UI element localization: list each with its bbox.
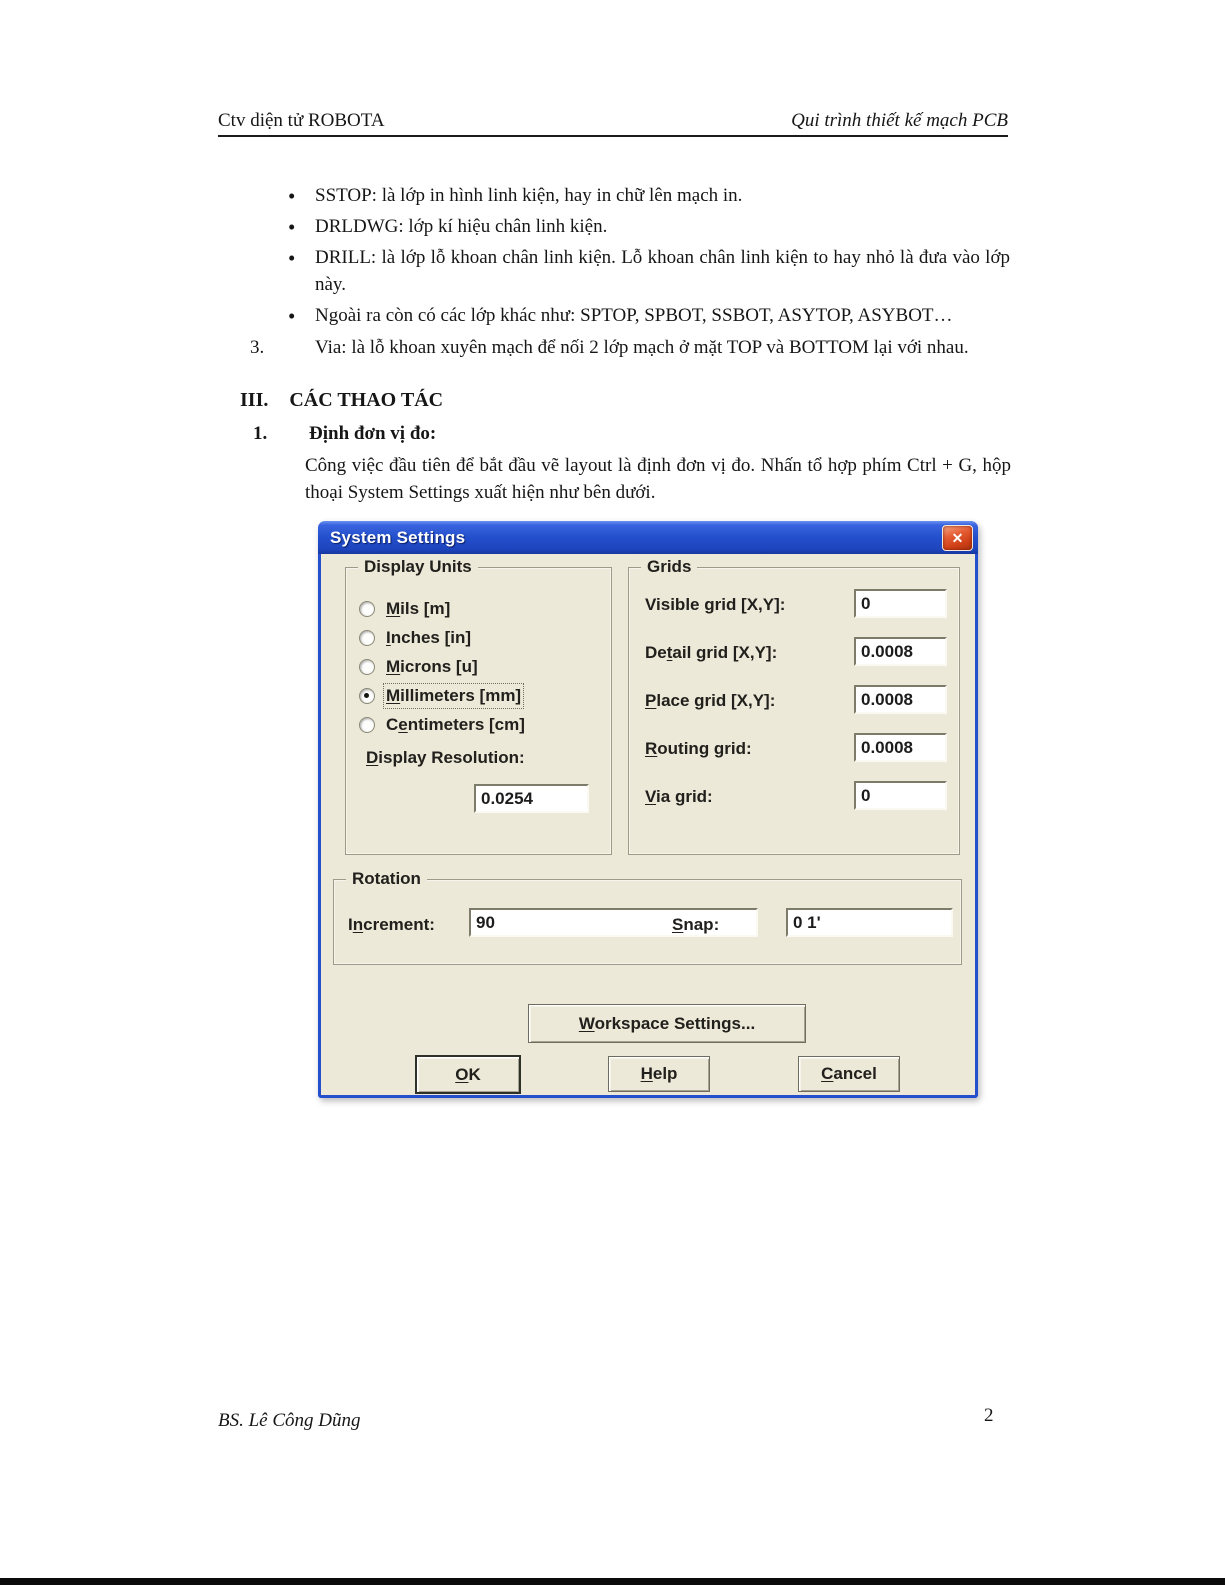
cancel-button[interactable]: Cancel (798, 1056, 900, 1092)
grid-row-routing (645, 734, 951, 764)
place-grid-input[interactable]: 0.0008 (854, 685, 947, 714)
group-label-grids: Grids (641, 557, 697, 577)
radio-icon (359, 659, 375, 675)
close-button[interactable] (942, 525, 973, 551)
list-item: • DRILL: là lớp lỗ khoan chân linh kiện. Lỗ khoan chân linh kiện to hay nhỏ là đưa vào lớp này. (218, 245, 1010, 299)
group-label-rotation: Rotation (346, 869, 427, 889)
body-text (218, 183, 1010, 507)
radio-icon-selected (359, 688, 375, 704)
radio-label: Microns [u] (386, 657, 478, 676)
group-label-display-units: Display Units (358, 557, 478, 577)
list-item: • Ngoài ra còn có các lớp khác như: SPTOP, SPBOT, SSBOT, ASYTOP, ASYBOT… (218, 303, 1010, 330)
detail-grid-label: Detail grid [X,Y]: (645, 643, 778, 662)
subsection-number: 1. (253, 423, 268, 445)
dialog-body (321, 554, 975, 1095)
grid-row-place (645, 686, 951, 716)
grid-row-visible (645, 590, 951, 620)
increment-input[interactable]: 90 (469, 908, 758, 937)
list-item: • DRLDWG: lớp kí hiệu chân linh kiện. (218, 214, 1010, 241)
rotation-group (333, 869, 962, 965)
workspace-settings-button[interactable]: Workspace Settings... (528, 1004, 806, 1043)
display-units-group (345, 557, 612, 855)
radio-label: Centimeters [cm] (386, 715, 525, 734)
header-left-text: Ctv diện tử ROBOTA (218, 110, 385, 131)
system-settings-dialog (318, 521, 978, 1098)
radio-microns[interactable] (359, 656, 478, 678)
numbered-item-via (218, 335, 1010, 362)
section-number: III. (240, 388, 269, 411)
radio-millimeters[interactable] (359, 685, 521, 707)
help-button[interactable]: Help (608, 1056, 710, 1092)
list-item: • SSTOP: là lớp in hình linh kiện, hay in chữ lên mạch in. (218, 183, 1010, 210)
radio-icon (359, 630, 375, 646)
subsection-heading (218, 421, 1010, 448)
scan-edge-bar (0, 1578, 1225, 1585)
display-resolution-input[interactable]: 0.0254 (474, 784, 589, 813)
snap-input[interactable]: 0 1' (786, 908, 953, 937)
increment-label: Increment: (348, 915, 435, 934)
radio-label: Millimeters [mm] (386, 686, 522, 705)
item-text: Via: là lỗ khoan xuyên mạch để nối 2 lớp mạch ở mặt TOP và BOTTOM lại với nhau. (315, 336, 969, 358)
visible-grid-label: Visible grid [X,Y]: (645, 595, 786, 614)
display-resolution-label: Display Resolution: (366, 748, 525, 767)
grid-row-detail (645, 638, 951, 668)
radio-mils[interactable] (359, 598, 450, 620)
routing-grid-input[interactable]: 0.0008 (854, 733, 947, 762)
radio-centimeters[interactable] (359, 714, 525, 736)
via-grid-label: Via grid: (645, 787, 713, 806)
footer-author: BS. Lê Công Dũng (218, 1410, 361, 1431)
visible-grid-input[interactable]: 0 (854, 589, 947, 618)
grids-group (628, 557, 960, 855)
radio-icon (359, 601, 375, 617)
dialog-title: System Settings (330, 527, 466, 547)
place-grid-label: Place grid [X,Y]: (645, 691, 776, 710)
radio-inches[interactable] (359, 627, 471, 649)
radio-label: Mils [m] (386, 599, 451, 618)
paragraph: Công việc đầu tiên để bắt đầu vẽ layout là định đơn vị đo. Nhấn tổ hợp phím Ctrl + G, hộp thoại System Settings xuất hiện như bên dưới. (305, 455, 1011, 504)
section-title: CÁC THAO TÁC (289, 388, 444, 411)
radio-label: Inches [in] (386, 628, 472, 647)
close-icon: ✕ (951, 529, 964, 546)
grid-row-via (645, 782, 951, 812)
dialog-titlebar[interactable] (318, 521, 978, 554)
page-number: 2 (984, 1405, 994, 1426)
radio-icon (359, 717, 375, 733)
snap-label: Snap: (672, 915, 720, 934)
layers-bullet-list (218, 183, 1010, 330)
subsection-title: Định đơn vị đo: (309, 423, 437, 445)
via-grid-input[interactable]: 0 (854, 781, 947, 810)
item-number: 3. (250, 336, 265, 358)
section-heading (218, 386, 1010, 414)
page-header (218, 110, 1008, 137)
detail-grid-input[interactable]: 0.0008 (854, 637, 947, 666)
routing-grid-label: Routing grid: (645, 739, 752, 758)
header-right-text: Qui trình thiết kế mạch PCB (791, 110, 1008, 131)
ok-button[interactable]: OK (415, 1055, 521, 1094)
